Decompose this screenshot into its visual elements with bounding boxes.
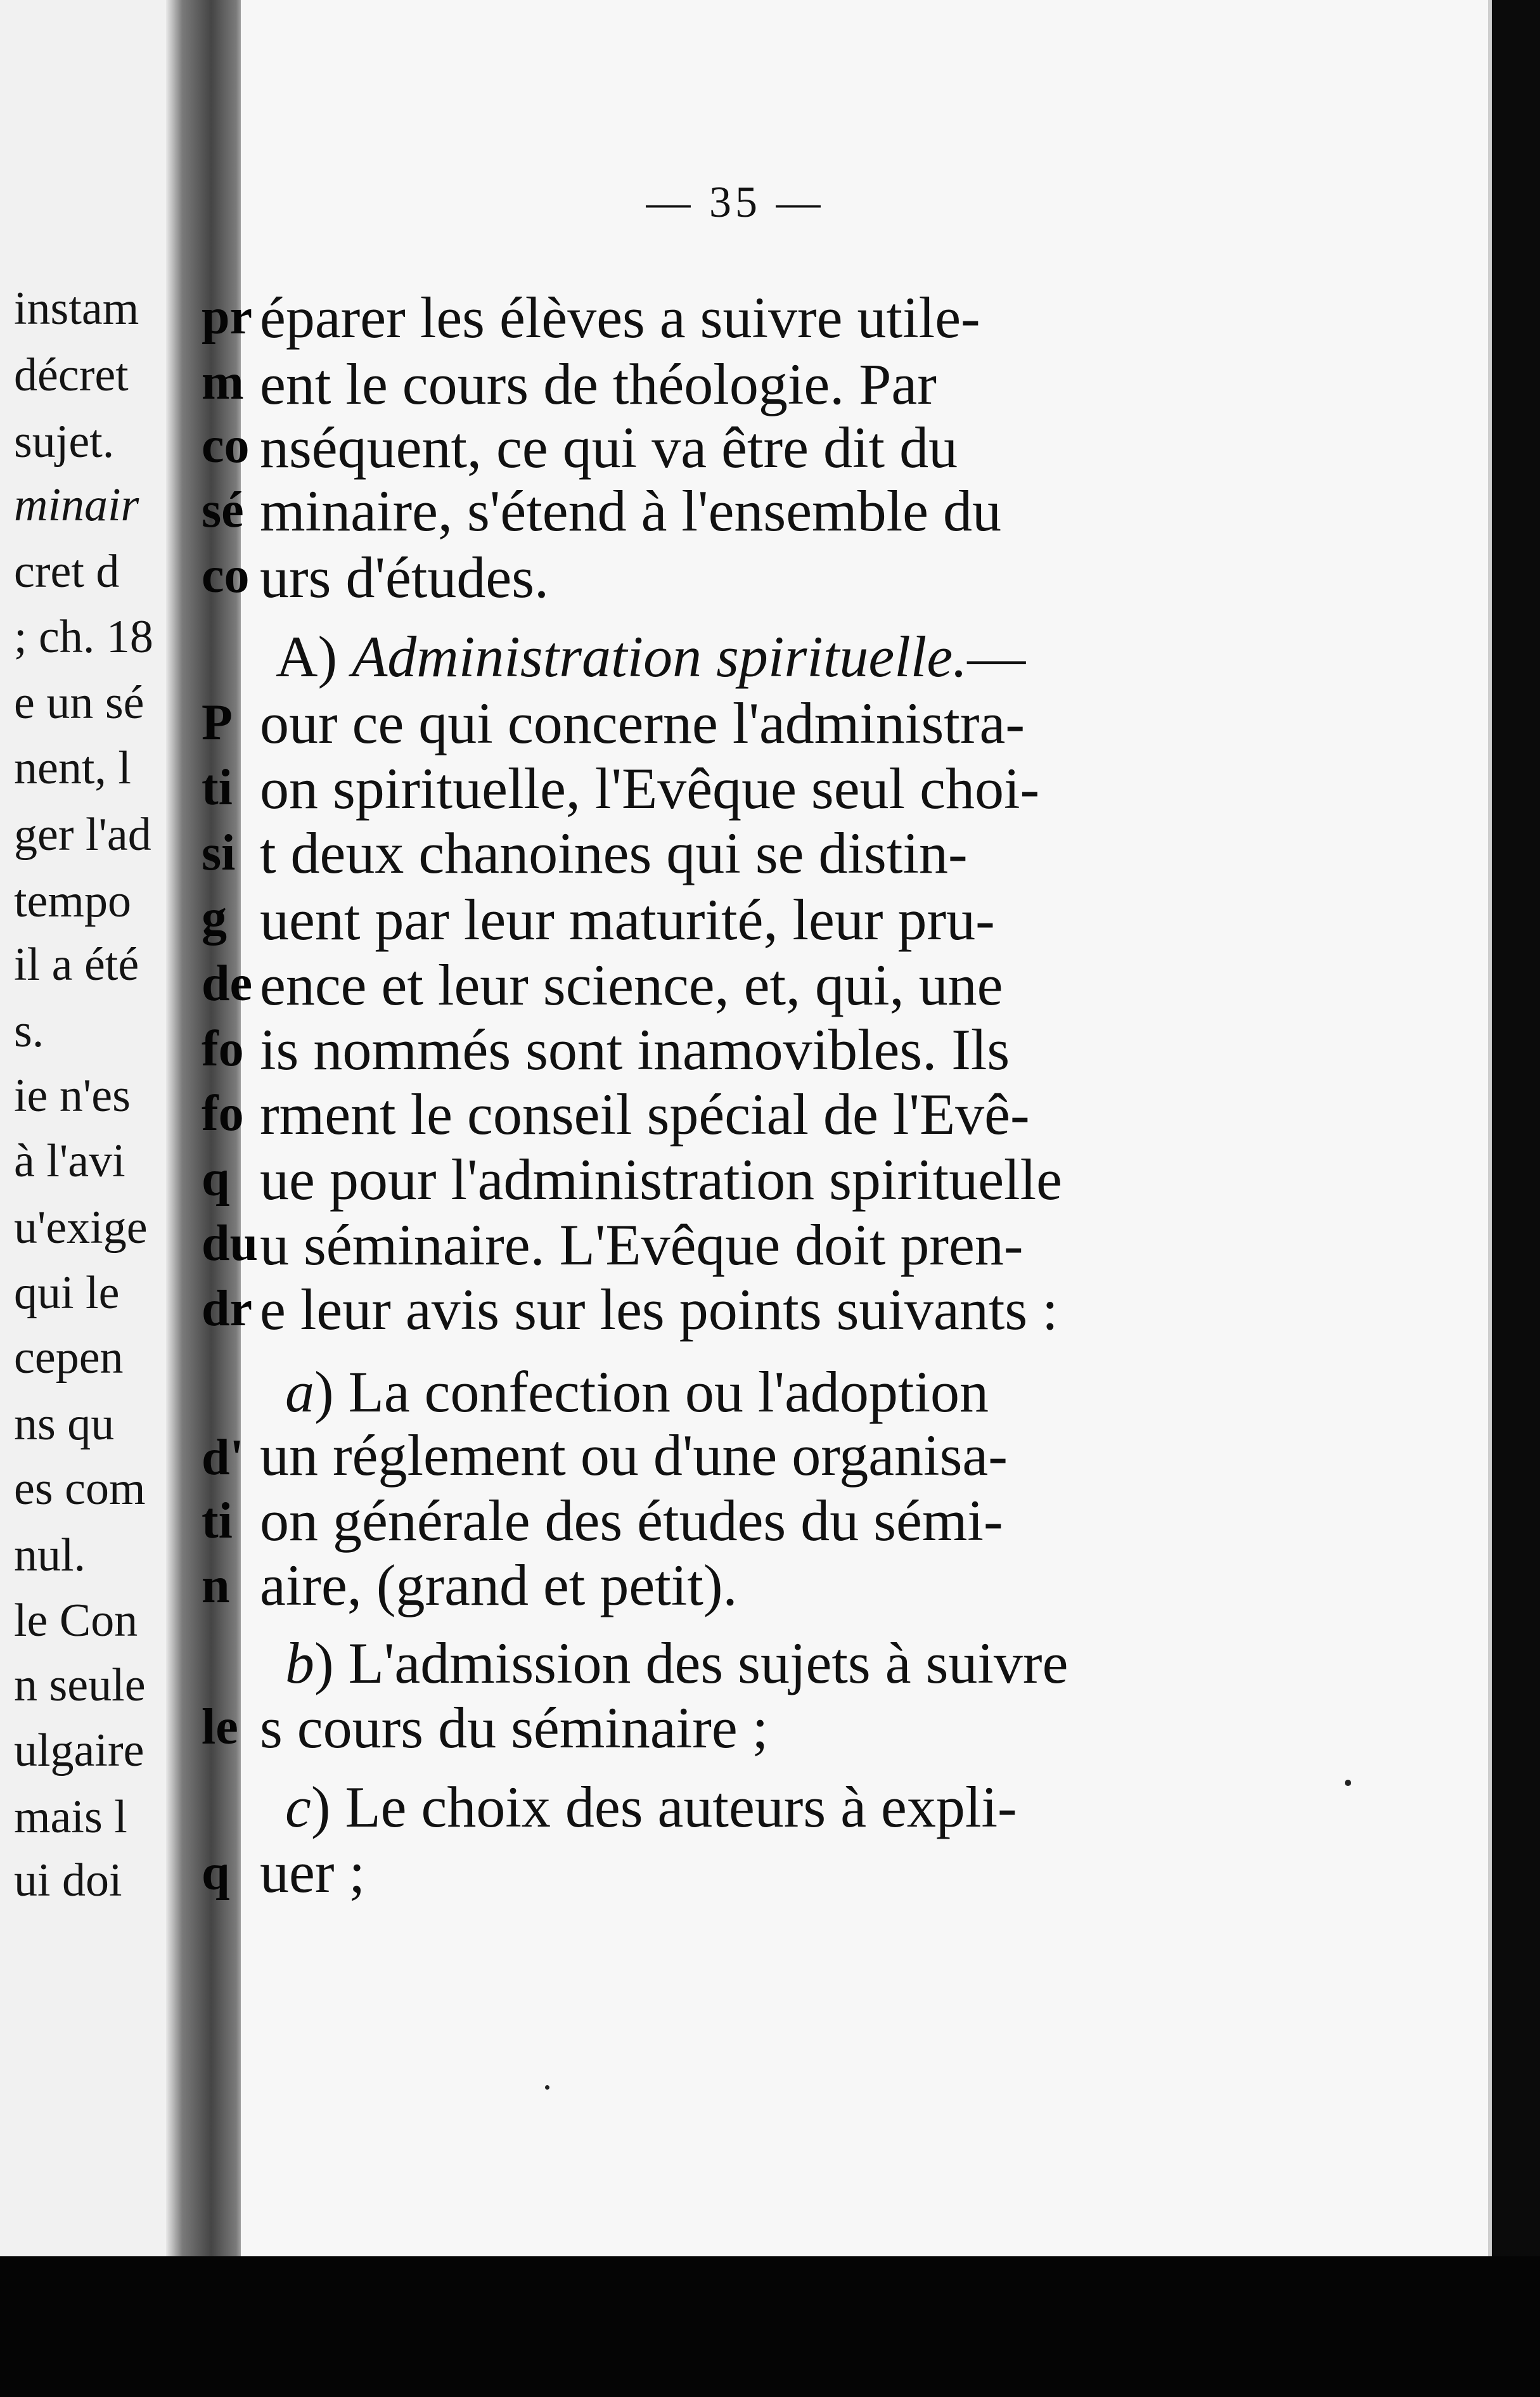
left-page-line: sujet. (14, 416, 115, 468)
left-page-line: ie n'es (14, 1070, 131, 1122)
line-text: our ce qui concerne l'administra- (260, 691, 1025, 755)
gutter-fragment: sé (202, 482, 244, 538)
left-page-line: minair (14, 479, 139, 531)
left-page-line: tempo (14, 875, 131, 927)
line-text: ue pour l'administration spirituelle (260, 1147, 1062, 1212)
left-page-line: ui doi (14, 1854, 122, 1906)
gutter-fragment: co (202, 548, 250, 603)
body-line (285, 1359, 989, 1424)
body-line (260, 1082, 1030, 1147)
body-line (260, 1840, 366, 1905)
left-page-line: ns qu (14, 1398, 115, 1450)
left-page-line: nent, l (14, 742, 131, 794)
left-page-line: mais l (14, 1791, 127, 1843)
gutter-fragment: le (202, 1699, 238, 1755)
left-page-line: décret (14, 349, 129, 401)
body-line (260, 1423, 1008, 1488)
left-page-line: nul. (14, 1529, 86, 1581)
gutter-fragment: m (202, 354, 244, 410)
left-page-line: ulgaire (14, 1725, 144, 1777)
gutter-fragment: ti (202, 760, 233, 816)
line-prefix: A) (276, 624, 352, 689)
left-page-line: u'exige (14, 1202, 148, 1254)
body-line (260, 285, 980, 350)
line-text: uent par leur maturité, leur pru- (260, 887, 995, 952)
line-text: uer ; (260, 1840, 366, 1905)
left-page-line: e un sé (14, 677, 144, 729)
left-page-line: s. (14, 1005, 44, 1057)
page-number: — 35 — (646, 178, 825, 227)
body-line (260, 1695, 769, 1760)
speck (1345, 1780, 1351, 1786)
line-text: s cours du séminaire ; (260, 1695, 769, 1760)
body-line (276, 624, 1026, 689)
gutter-fragment: n (202, 1558, 230, 1614)
left-page-line: à l'avi (14, 1135, 125, 1187)
body-line (260, 756, 1040, 821)
italic-text: b (285, 1631, 314, 1695)
left-page-line: cret d (14, 546, 120, 598)
gutter-fragment: du (202, 1216, 258, 1271)
body-line (260, 1553, 738, 1617)
body-line (260, 821, 968, 885)
speck (545, 2085, 549, 2090)
body-line (285, 1631, 1068, 1695)
gutter-fragment: q (202, 1151, 230, 1207)
line-text: ) Le choix des auteurs à expli- (311, 1775, 1017, 1839)
line-text: ) La confection ou l'adoption (314, 1359, 989, 1424)
line-text: urs d'études. (260, 545, 549, 610)
left-page-line: le Con (14, 1595, 138, 1647)
line-text: aire, (grand et petit). (260, 1553, 738, 1617)
body-line (260, 953, 1003, 1017)
body-line (260, 691, 1025, 755)
body-line (260, 1488, 1003, 1553)
italic-text: a (285, 1359, 314, 1424)
body-line (260, 1277, 1058, 1342)
italic-text: c (285, 1775, 311, 1839)
gutter-fragment: fo (202, 1021, 244, 1077)
line-text: is nommés sont inamovibles. Ils (260, 1017, 1010, 1082)
gutter-fragment: si (202, 825, 236, 881)
line-text: u séminaire. L'Evêque doit pren- (260, 1212, 1023, 1277)
gutter-fragment: P (202, 695, 233, 750)
left-page-line: ger l'ad (14, 809, 151, 861)
gutter-fragment: q (202, 1845, 230, 1901)
scan-background (0, 2256, 1540, 2397)
line-text: ence et leur science, et, qui, une (260, 953, 1003, 1017)
gutter-fragment: dr (202, 1281, 252, 1337)
body-line (260, 352, 937, 416)
body-line (285, 1775, 1017, 1839)
left-page-line: il a été (14, 939, 139, 991)
line-text: éparer les élèves a suivre utile- (260, 285, 980, 350)
gutter-fragment: de (202, 956, 252, 1012)
line-text: t deux chanoines qui se distin- (260, 821, 968, 885)
line-text: ent le cours de théologie. Par (260, 352, 937, 416)
gutter-fragment: co (202, 418, 250, 473)
line-text: ) L'admission des sujets à suivre (314, 1631, 1068, 1695)
right-page (241, 0, 1492, 2269)
line-text: e leur avis sur les points suivants : (260, 1277, 1058, 1342)
line-text: un réglement ou d'une organisa- (260, 1423, 1008, 1488)
left-page-line: instam (14, 283, 139, 335)
left-page-line: ; ch. 18 (14, 611, 153, 663)
line-text: on spirituelle, l'Evêque seul choi- (260, 756, 1040, 821)
left-page-line: cepen (14, 1332, 124, 1384)
gutter-fragment: fo (202, 1086, 244, 1141)
gutter-fragment: g (202, 890, 227, 946)
gutter-fragment: pr (202, 289, 252, 345)
gutter-fragment: d' (202, 1430, 244, 1486)
left-page-line: qui le (14, 1267, 120, 1319)
body-line (260, 887, 995, 952)
left-page-line: n seule (14, 1659, 146, 1711)
body-line (260, 415, 958, 480)
body-line (260, 545, 549, 610)
body-line (260, 1017, 1010, 1082)
left-page-line: es com (14, 1463, 146, 1515)
line-text: — (967, 624, 1026, 689)
gutter-fragment: ti (202, 1493, 233, 1549)
body-line (260, 479, 1001, 543)
line-text: minaire, s'étend à l'ensemble du (260, 479, 1001, 543)
line-text: rment le conseil spécial de l'Evê- (260, 1082, 1030, 1147)
body-line (260, 1212, 1023, 1277)
line-text: nséquent, ce qui va être dit du (260, 415, 958, 480)
body-line (260, 1147, 1062, 1212)
italic-text: Administration spirituelle. (352, 624, 968, 689)
line-text: on générale des études du sémi- (260, 1488, 1003, 1553)
